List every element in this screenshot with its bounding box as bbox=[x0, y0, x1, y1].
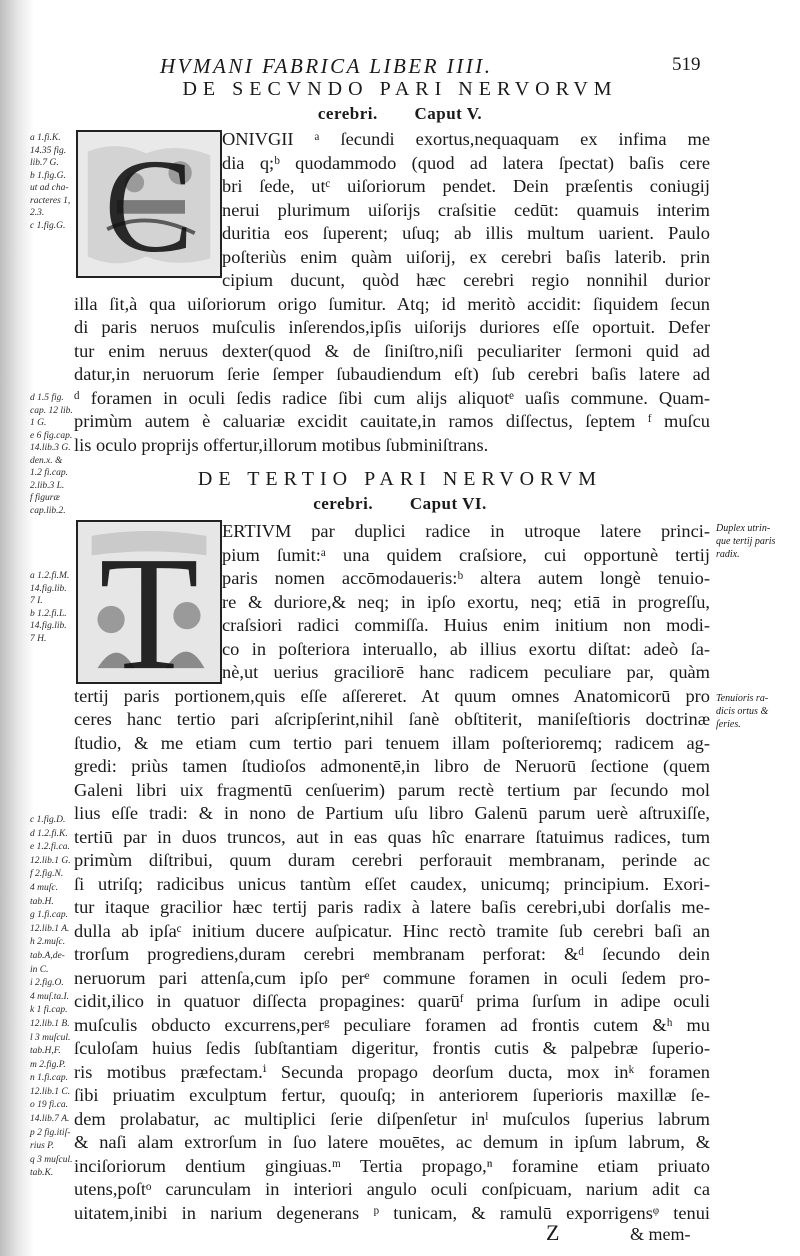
text-line: inciſoriorum dentium gingiuas.ᵐ Tertia propago,ⁿ foramine etiam priuato bbox=[74, 1155, 710, 1176]
text-line: ſculoſam huius ſedis ſubſtantiam digeritur, frontis cutis & palpebræ ſuperio- bbox=[74, 1038, 710, 1058]
margin-ref: f figuræ bbox=[30, 493, 60, 503]
right-margin-note-1 bbox=[716, 522, 796, 561]
text-line: ERTIVM par duplici radice in utroque latere princi- bbox=[222, 521, 710, 541]
margin-ref: 14.lib.3 G. bbox=[30, 443, 71, 453]
text-line: ceres hanc tertio pari aſcripſerint,nihil ſanè obſtiterit, maniſeſtioris doctrinæ bbox=[74, 709, 710, 729]
margin-ref: f 2.fig.N. bbox=[30, 869, 64, 880]
text-line: paris nomen accōmodaueris:ᵇ altera autem longè tenuio- bbox=[222, 568, 710, 588]
text-line: ſtudio, & me etiam cum tertio pari tenuem illam poſterioremq; radicem ag- bbox=[74, 732, 710, 753]
text-line: Galeni libri uix fragmentū cenſuerim) parum rectè tertium par ſecundo mol bbox=[74, 779, 710, 800]
text-line: re & duriore,& neq; in ipſo exortu, neq; etiā in progreſſu, bbox=[222, 591, 710, 612]
text-line: cidit,ilico in quatuor diſſecta propagines: quarūᶠ prima ſurſum in adipe oculi bbox=[74, 991, 710, 1011]
note-line: ſeries. bbox=[716, 719, 741, 730]
text-line: nè,ut uerius graciliorē hanc radicem peculiare par, quàm bbox=[222, 662, 710, 682]
margin-ref: n 1.fi.cap. bbox=[30, 1073, 68, 1084]
text-line: lius eſſe tradi: & in nono de Partium uſu libro Galenū parum uerè aſtruxiſſe, bbox=[74, 803, 710, 823]
margin-ref: d 1.2.fi.K. bbox=[30, 828, 68, 839]
margin-ref: p 2 fig.itiſ- bbox=[30, 1127, 71, 1138]
margin-ref: tab.K. bbox=[30, 1168, 54, 1179]
note-line: Duplex utrin- bbox=[716, 523, 771, 534]
margin-ref: 14.fig.lib. bbox=[30, 621, 67, 631]
margin-ref: racteres 1, bbox=[30, 195, 71, 206]
margin-references-ch6b bbox=[30, 814, 74, 1181]
chapter-6-subtitle bbox=[0, 494, 800, 514]
text-line: ONIVGII ᵃ ſecundi exortus,nequaquam ex infima me bbox=[222, 129, 710, 149]
text-line: muſculis obducto excurrens,perᵍ peculiare foramen ad frontis cutem &ʰ mu bbox=[74, 1014, 710, 1035]
text-line: primùm autem è caluariæ excidit cauitate,in ramos diſſectus, ſeptem ᶠ muſcu bbox=[74, 411, 710, 431]
margin-ref: l 3 muſcul. bbox=[30, 1032, 71, 1043]
margin-ref: tab.H,F. bbox=[30, 1046, 61, 1057]
margin-ref: a 1.2.fi.M. bbox=[30, 571, 70, 581]
margin-ref: k 1 fi.cap. bbox=[30, 1005, 68, 1016]
margin-ref: 2.lib.3 L. bbox=[30, 480, 65, 491]
chapter-6-dropcap-lines bbox=[222, 520, 710, 685]
margin-ref: 12.lib.1 A. bbox=[30, 923, 70, 934]
margin-ref: m 2.fig.P. bbox=[30, 1059, 66, 1070]
chapter-5-dropcap-lines bbox=[222, 128, 710, 293]
text-line: co in poſteriora interuallo, ab illius exortu diſtat: adeò ſa- bbox=[222, 638, 710, 659]
text-line: dia q;ᵇ quodammodo (quod ad latera ſpectat) baſis cere bbox=[222, 152, 710, 173]
margin-ref: rius P. bbox=[30, 1141, 55, 1152]
text-line: cipium ducunt, quòd hæc cerebri regio nonnihil durior bbox=[222, 270, 710, 290]
margin-ref: q 3 muſcul. bbox=[30, 1154, 73, 1165]
signature-mark: Z bbox=[546, 1220, 560, 1245]
text-line: neruorum pari attenſa,cum ipſo perᵉ commune foramen in oculi ſedem pro- bbox=[74, 967, 710, 988]
text-line: gredi: priùs tamen ſtudioſos admonentē,in libro de Neruorū ſectione (quem bbox=[74, 756, 710, 776]
text-line: tur itaque gracilior hæc tertij paris radix à latere baſis cerebri,ubi dorſalis me- bbox=[74, 897, 710, 917]
text-line: datur,in neruorum ſerie ſemper ſubaudiendum eſt) ſub cerebri baſis latere ad bbox=[74, 364, 710, 384]
text-line: tertiū par in duos truncos, aut in eas quas hîc enarrare ſtatuimus radices, tum bbox=[74, 826, 710, 847]
margin-ref: g 1.fi.cap. bbox=[30, 910, 68, 921]
chapter-6-title: DE TERTIO PARI NERVORVM bbox=[197, 468, 603, 490]
text-line: uitatem,inibi in narium degenerans ᵖ tunicam, & ramulū exporrigensᵠ tenui bbox=[74, 1202, 710, 1223]
margin-ref: tab.H. bbox=[30, 896, 54, 907]
margin-ref: o 19 fi.ca. bbox=[30, 1100, 68, 1111]
margin-ref: a 1.fi.K. bbox=[30, 133, 61, 143]
margin-ref: tab.A,de- bbox=[30, 950, 65, 961]
text-line: ſibi priuatim exculptum fertur, quouſq; in anteriorem ſuperioris maxillæ ſe- bbox=[74, 1085, 710, 1105]
margin-ref: 4 muſ.ta.I. bbox=[30, 991, 70, 1002]
text-line: dulla ab ipſaᶜ initium ducere auſpicatur. Hinc rectò tramite ſub cerebri baſi an bbox=[74, 920, 710, 941]
chapter-5-title: DE SECVNDO PARI NERVORVM bbox=[182, 78, 618, 100]
margin-ref: cap.lib.2. bbox=[30, 505, 66, 516]
text-line: di paris neruos muſculis inſerendos,ipſis uiſorijs duriores eſſe oportuit. Defer bbox=[74, 317, 710, 337]
chapter-5-caput: Caput V. bbox=[414, 104, 483, 123]
margin-ref: den.x. & bbox=[30, 455, 63, 466]
margin-ref: 1.2 fi.cap. bbox=[30, 468, 68, 478]
note-line: que tertij paris bbox=[716, 536, 776, 547]
text-line: utens,poſtᵒ carunculam in interiori angulo oculi conſpicuam, narium adit ca bbox=[74, 1179, 710, 1199]
margin-ref: d 1.5 fig. bbox=[30, 393, 64, 403]
chapter-5-sub-word: cerebri. bbox=[317, 104, 378, 123]
page-spine-shadow bbox=[0, 0, 34, 1256]
text-line: lis oculo proprijs offertur,illorum motibus ſubminiſtrans. bbox=[74, 434, 489, 455]
text-line: dem prolabatur, ac multiplici ſerie diſpenſetur inˡ muſculos ſuperius labrum bbox=[74, 1108, 710, 1129]
note-line: dicis ortus & bbox=[716, 706, 769, 717]
text-line: ᵈ foramen in oculi ſedis radice ſibi cum alijs aliquotᵉ uaſis commune. Quam- bbox=[74, 387, 710, 408]
text-line: trorſum progrediens,duram cerebri membranam perforat: &ᵈ ſecundo dein bbox=[74, 944, 710, 964]
margin-ref: e 6 fig.cap. bbox=[30, 430, 73, 441]
text-line: primùm diſtribui, quum duram cerebri perforauit membranam, perinde ac bbox=[74, 850, 710, 870]
margin-ref: 7 I. bbox=[30, 596, 43, 606]
margin-ref: c 1.fig.G. bbox=[30, 220, 66, 231]
margin-ref: 14.fig.lib. bbox=[30, 583, 67, 594]
margin-ref: 7 H. bbox=[30, 633, 47, 644]
svg-text:C: C bbox=[104, 132, 194, 276]
margin-ref: 1 G. bbox=[30, 418, 47, 428]
chapter-6-caput: Caput VI. bbox=[409, 494, 487, 513]
chapter-6-text bbox=[74, 520, 710, 1225]
text-line: tertij paris portionem,quis eſſe aſſereret. At quum omnes Anatomicorū pro bbox=[74, 685, 710, 706]
margin-ref: 2.3. bbox=[30, 208, 45, 218]
margin-ref: 12.lib.1 C. bbox=[30, 1086, 71, 1097]
text-line: & naſi alam extrorſum in ſuo latere mouētes, ac demum in ipſum labrum, & bbox=[74, 1132, 710, 1152]
catchword: & mem- bbox=[630, 1224, 691, 1244]
margin-ref: 12.lib.1 B. bbox=[30, 1018, 70, 1029]
margin-references-ch6a bbox=[30, 570, 74, 645]
margin-ref: 4 muſc. bbox=[30, 882, 58, 893]
margin-ref: e 1.2.fi.ca. bbox=[30, 842, 70, 853]
margin-ref: ut ad cha- bbox=[30, 183, 69, 193]
text-line: illa ſit,à qua uiſoriorum origo ſumitur. Atq; id meritò accidit: ſiquidem ſecun bbox=[74, 293, 710, 314]
text-line: craſsiori radici commiſſa. Huius enim initium non modi- bbox=[222, 615, 710, 635]
margin-ref: i 2.fig.O. bbox=[30, 978, 64, 989]
margin-ref: b 1.fig.G. bbox=[30, 170, 66, 181]
margin-ref: in C. bbox=[30, 964, 49, 975]
chapter-6-sub-word: cerebri. bbox=[313, 494, 374, 513]
margin-ref: c 1.fig.D. bbox=[30, 815, 66, 825]
margin-ref: lib.7 G. bbox=[30, 158, 59, 168]
chapter-5-subtitle bbox=[0, 104, 800, 124]
margin-ref: 14.lib.7 A. bbox=[30, 1114, 70, 1125]
text-line: ſi utriſq; radicibus unicus tantùm eſſet caudex, unicumq; principium. Exori- bbox=[74, 873, 710, 894]
text-line: poſteriùs enim quàm uiſorij, ex cerebri baſis laterib. prin bbox=[222, 246, 710, 267]
note-line: Tenuioris ra- bbox=[716, 693, 769, 704]
running-head: HVMANI FABRICA LIBER IIII. bbox=[160, 54, 493, 78]
margin-ref: b 1.2.fi.L. bbox=[30, 608, 67, 619]
text-line: ris motibus præfectam.ⁱ Secunda propago deorſum ducta, mox inᵏ foramen bbox=[74, 1061, 710, 1082]
note-line: radix. bbox=[716, 549, 740, 560]
svg-text:T: T bbox=[99, 523, 199, 682]
margin-ref: cap. 12 lib. bbox=[30, 405, 73, 416]
margin-references-ch5 bbox=[30, 132, 74, 232]
chapter-5-text bbox=[74, 128, 710, 457]
margin-ref: 14.35 fig. bbox=[30, 145, 67, 156]
text-line: pium ſumit:ᵃ una quidem craſsiore, cui opportunè tertij bbox=[222, 544, 710, 565]
text-line: tur enim neruus dexter(quod & de ſiniſtro,niſi peculiariter ſermoni quid ad bbox=[74, 340, 710, 361]
text-line: bri ſede, utᶜ uiſoriorum pendet. Dein præſentis coniugij bbox=[222, 176, 710, 196]
page-number: 519 bbox=[672, 54, 701, 75]
margin-ref: 12.lib.1 G. bbox=[30, 855, 71, 866]
right-margin-note-2 bbox=[716, 692, 796, 731]
margin-ref: h 2.muſc. bbox=[30, 937, 66, 948]
text-line: nerui plurimum uiſorijs craſsitie cedūt: quamuis interim bbox=[222, 199, 710, 220]
text-line: duritia eos ſuperent; uſuq; ab illis multum uarient. Paulo bbox=[222, 223, 710, 243]
margin-references-ch5b bbox=[30, 392, 74, 517]
